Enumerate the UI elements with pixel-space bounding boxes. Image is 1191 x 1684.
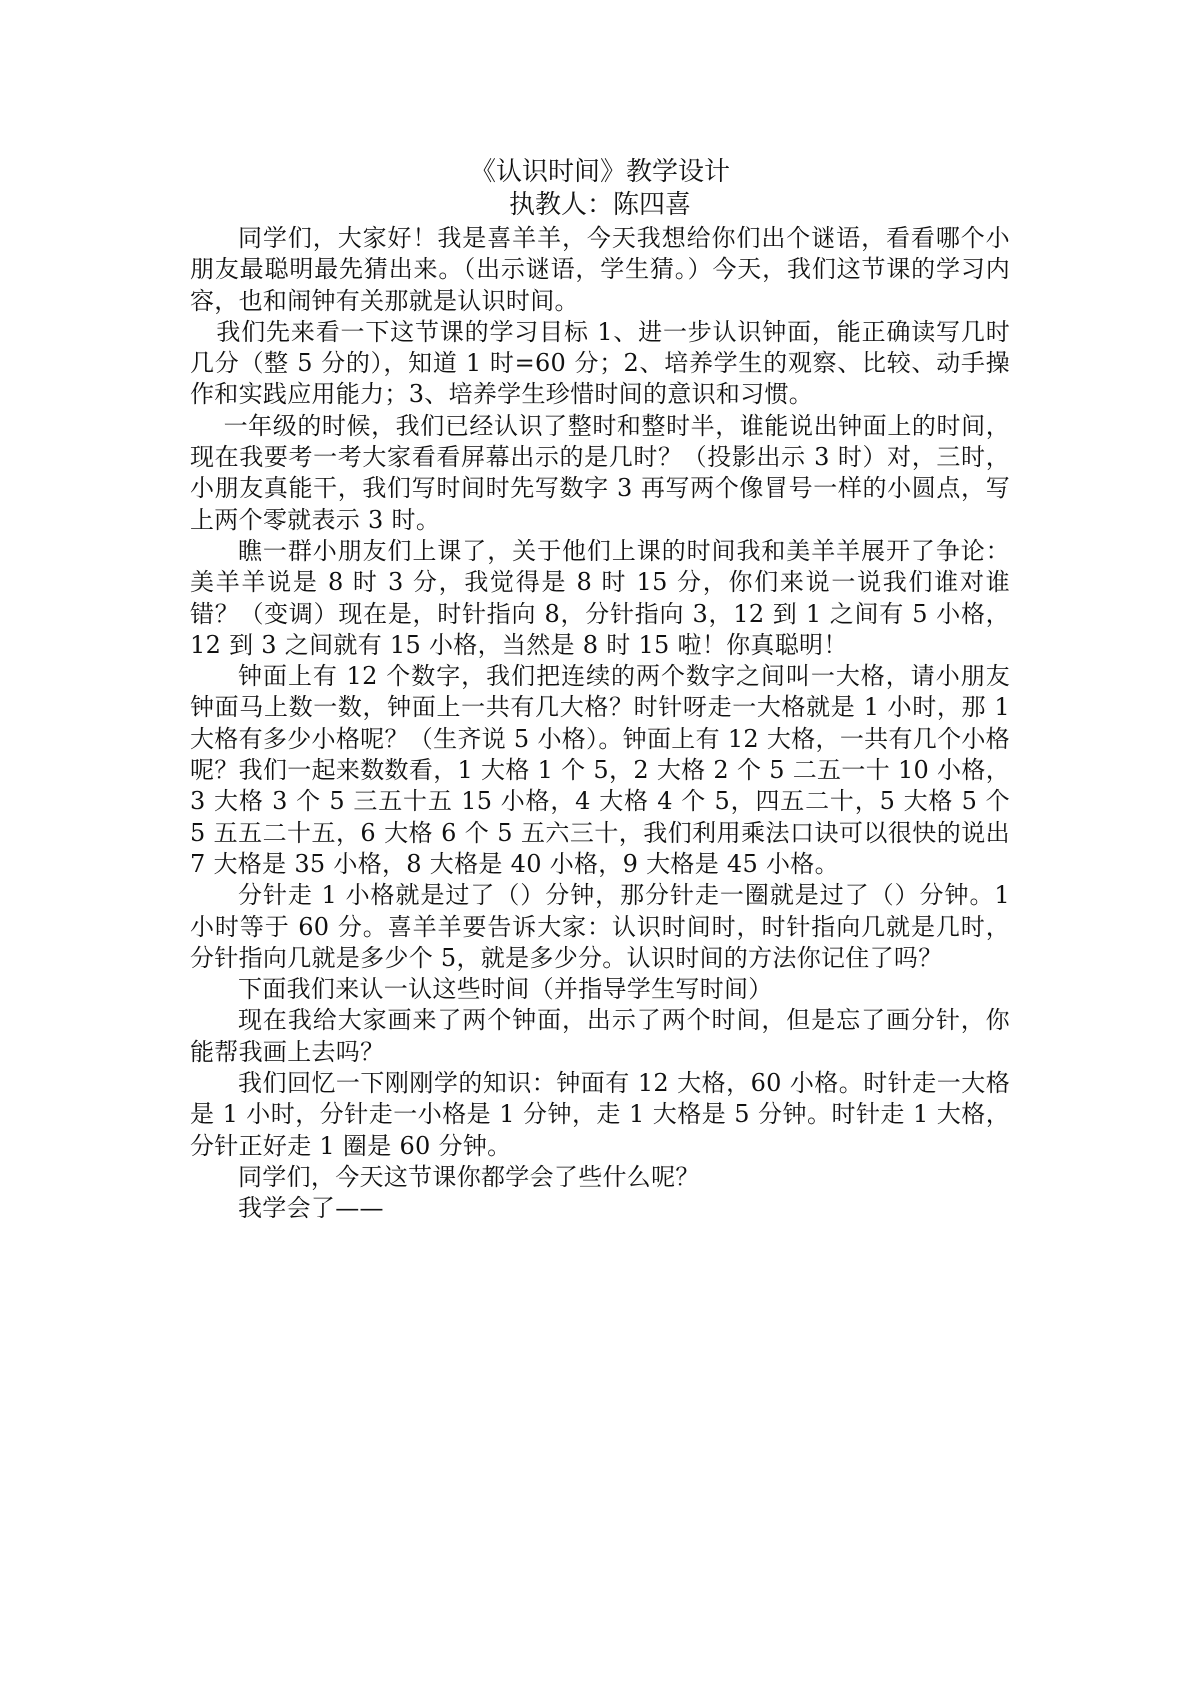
paragraph-draw-hands: 现在我给大家画来了两个钟面，出示了两个时间，但是忘了画分针，你能帮我画上去吗？: [190, 1006, 1010, 1066]
paragraph-answer: 我学会了——: [238, 1194, 384, 1223]
paragraph-clock-face: 钟面上有 12 个数字，我们把连续的两个数字之间叫一大格，请小朋友钟面马上数一数，钟面上一共有几大格？时针呀走一大格就是 1 小时，那 1 大格有多少小格呢？（生齐说 5 小格）。钟面上有 12 大格，一共有几个小格呢？我们一起来数数看，1 大格 1 个 5，2 大格 2 个 5 二五一十 10 小格，3 大格 3 个 5 三五十五 15 小格，4 大格 4 个 5，四五二十，5 大格 5 个 5 五五二十五，6 大格 6 个 5 五六三十，我们利用乘法口诀可以很快的说出 7 大格是 35 小格，8 大格是 40 小格，9 大格是 45 小格。: [190, 662, 1010, 878]
paragraph-minute-hand: 分针走 1 小格就是过了（）分钟，那分针走一圈就是过了（）分钟。1 小时等于 60 分。喜羊羊要告诉大家：认识时间时，时针指向几就是几时，分针指向几就是多少个 5，就是多少分。认识时间的方法你记住了吗？: [190, 881, 1010, 972]
document-title: 《认识时间》教学设计: [469, 157, 730, 187]
paragraph-objectives: 我们先来看一下这节课的学习目标 1、进一步认识钟面，能正确读写几时几分（整 5 分的），知道 1 时=60 分；2、培养学生的观察、比较、动手操作和实践应用能力；3、培养学生珍惜时间的意识和习惯。: [190, 317, 1010, 409]
paragraph-question: 同学们，今天这节课你都学会了些什么呢？: [238, 1162, 700, 1191]
paragraph-recognize-times: 下面我们来认一认这些时间（并指导学生写时间）: [238, 975, 773, 1004]
paragraph-class-time: 瞧一群小朋友们上课了，关于他们上课的时间我和美羊羊展开了争论：美羊羊说是 8 时 3 分，我觉得是 8 时 15 分，你们来说一说我们谁对谁错？（变调）现在是，时针指向 8，分针指向 3，12 到 1 之间有 5 小格，12 到 3 之间就有 15 小格，当然是 8 时 15 啦！你真聪明！: [190, 536, 1010, 659]
document-author: 执教人：陈四喜: [508, 190, 691, 220]
document-page: [190, 155, 1010, 1225]
paragraph-review: 我们回忆一下刚刚学的知识：钟面有 12 大格，60 小格。时针走一大格是 1 小时，分针走一小格是 1 分钟，走 1 大格是 5 分钟。时针走 1 大格，分针正好走 1 圈是 60 分钟。: [190, 1069, 1010, 1160]
paragraph-intro: 同学们，大家好！我是喜羊羊，今天我想给你们出个谜语，看看哪个小朋友最聪明最先猜出来。（出示谜语，学生猜。）今天，我们这节课的学习内容，也和闹钟有关那就是认识时间。: [190, 224, 1010, 315]
paragraph-whole-hour: 一年级的时候，我们已经认识了整时和整时半，谁能说出钟面上的时间，现在我要考一考大家看看屏幕出示的是几时？（投影出示 3 时）对，三时，小朋友真能干，我们写时间时先写数字 3 再写两个像冒号一样的小圆点，写上两个零就表示 3 时。: [190, 411, 1010, 534]
